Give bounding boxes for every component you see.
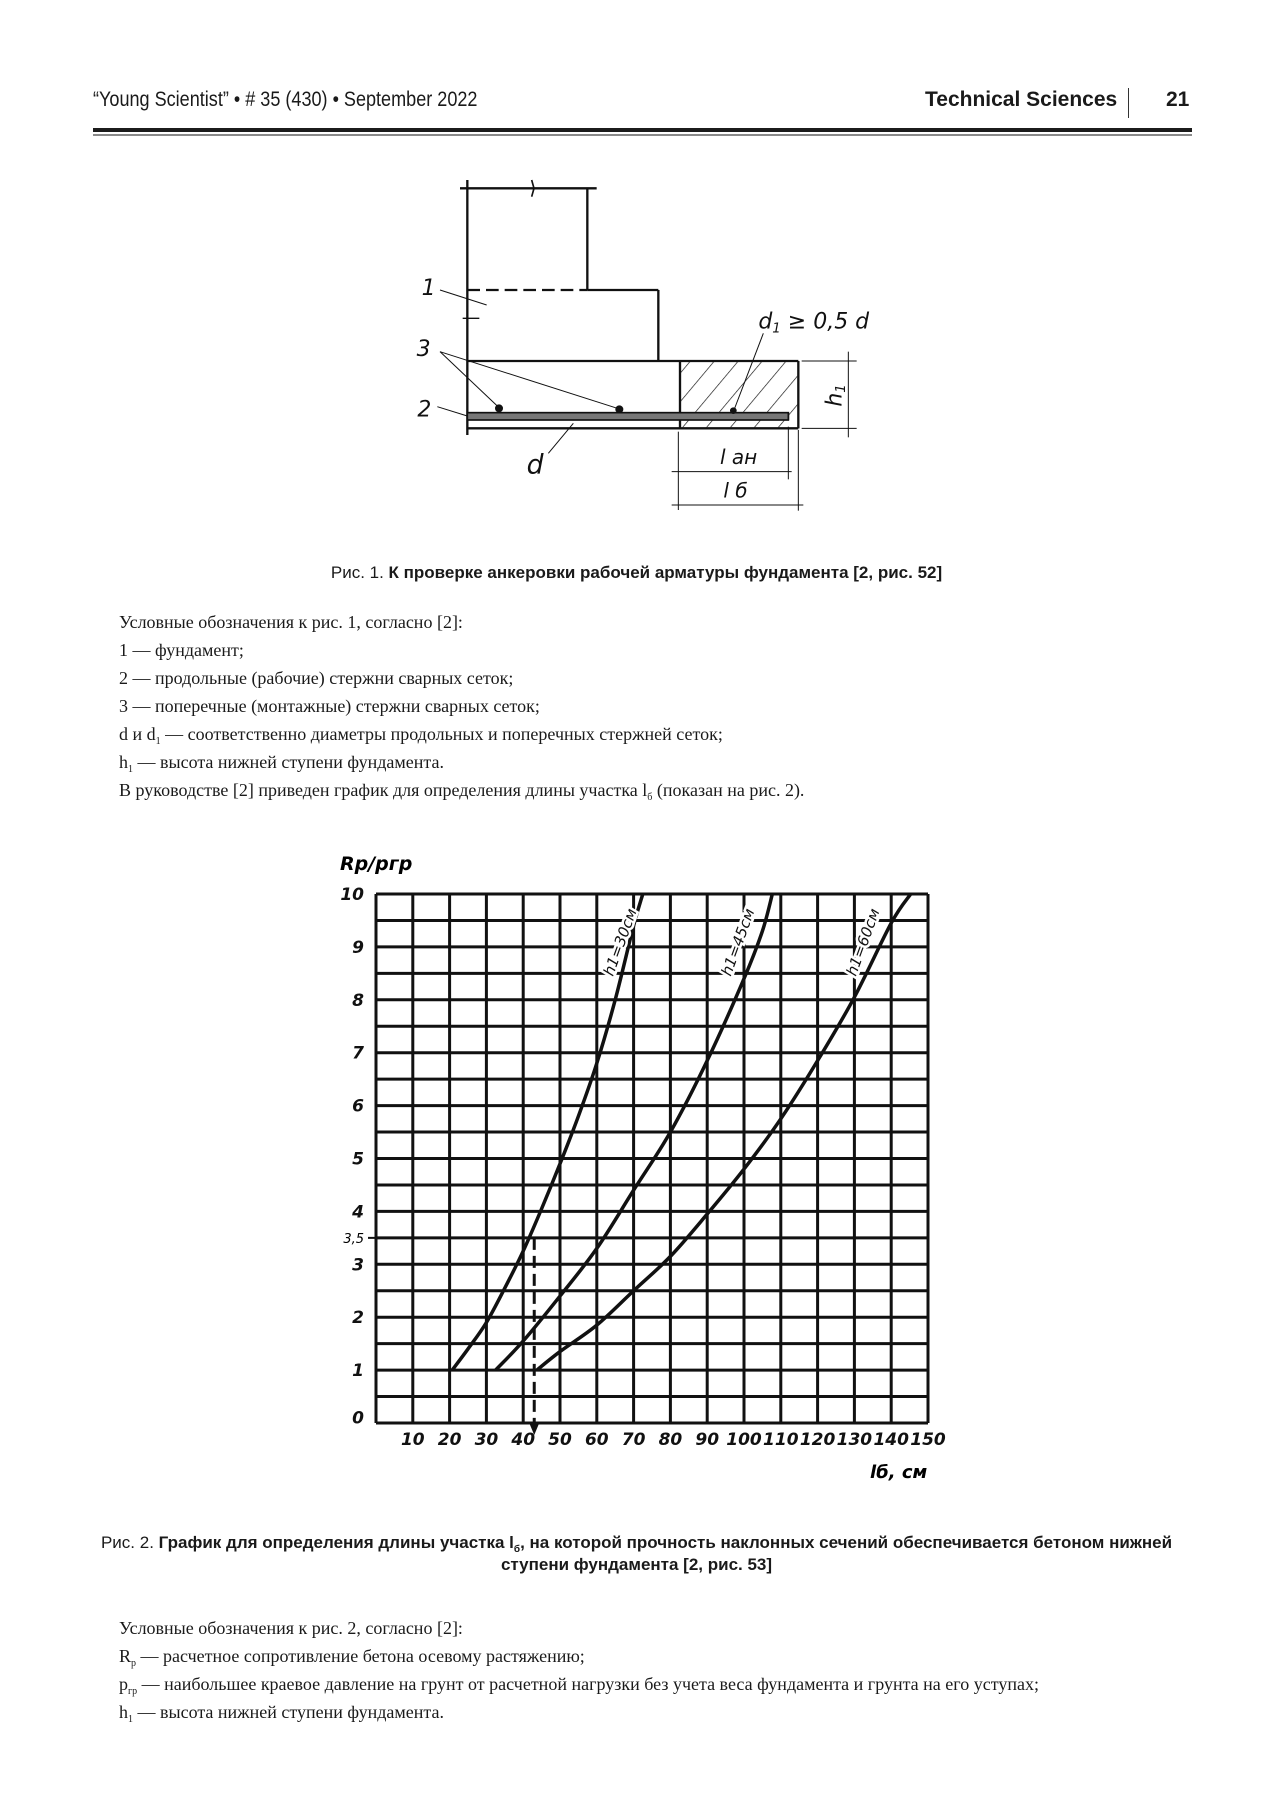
legend2-item: $h_1$ — высота нижней ступени фундамента. [119, 1702, 444, 1725]
y-tick-label: 10 [340, 885, 364, 905]
x-axis-label: lб, см [870, 1462, 928, 1483]
label-3: 3 [416, 337, 431, 362]
section-title: Technical Sciences [925, 88, 1118, 111]
header-rule-thick [93, 128, 1192, 132]
figure2-chart [300, 840, 980, 1490]
series-label: h1=30см [599, 906, 641, 979]
label-1: 1 [421, 276, 436, 301]
x-tick-label: 30 [474, 1430, 499, 1450]
label-d1: d1 ≥ 0,5 d [758, 309, 870, 337]
series-label: h1=45см [717, 906, 759, 979]
x-tick-label: 130 [836, 1430, 873, 1450]
figure1-caption [60, 563, 1213, 583]
series-label: h1=60см [842, 906, 884, 979]
y-tick-label: 5 [352, 1149, 364, 1170]
legend1-intro: Условные обозначения к рис. 1, согласно [2]: [119, 612, 463, 632]
y-tick-label: 6 [352, 1096, 364, 1117]
x-tick-label: 90 [695, 1430, 720, 1450]
y-tick-label: 2 [352, 1308, 364, 1329]
legend1-item: $h_1$ — высота нижней ступени фундамента. [119, 752, 444, 775]
x-tick-label: 20 [437, 1430, 462, 1450]
y-tick-label: 1 [352, 1361, 364, 1382]
x-tick-label: 80 [658, 1430, 683, 1450]
y-tick-label: 7 [352, 1043, 364, 1064]
y-tick-label: 4 [352, 1202, 364, 1223]
x-tick-label: 110 [763, 1430, 799, 1450]
x-tick-label: 120 [799, 1430, 836, 1450]
figure1-foundation-drawing [380, 160, 880, 520]
x-tick-label: 10 [400, 1430, 425, 1450]
x-tick-label: 150 [910, 1430, 946, 1450]
header-rule-thin [93, 134, 1192, 136]
legend1-item: 2 — продольные (рабочие) стержни сварных сеток; [119, 668, 514, 688]
legend2-item: $p_{гр}$ — наибольшее краевое давление на грунт от расчетной нагрузки без учета веса фундамента и грунта на его уступах; [119, 1674, 1039, 1697]
legend1-note: В руководстве [2] приведен график для определения длины участка $l_б$ (показан на рис. 2). [119, 780, 805, 803]
caption-prefix: Рис. 1. [330, 563, 389, 582]
cross-bar-dot [615, 405, 623, 413]
y-tick-label: 9 [352, 937, 364, 958]
x-tick-label: 100 [726, 1430, 762, 1450]
label-2: 2 [417, 397, 432, 423]
x-tick-label: 60 [584, 1430, 609, 1450]
label-h1: h1 [822, 384, 849, 407]
x-tick-label: 40 [511, 1430, 536, 1450]
legend2-item: $R_р$ — расчетное сопротивление бетона осевому растяжению; [119, 1646, 585, 1669]
legend1-item: 3 — поперечные (монтажные) стержни сварных сеток; [119, 696, 540, 716]
page-number: 21 [1166, 88, 1190, 111]
legend2-intro: Условные обозначения к рис. 2, согласно [2]: [119, 1618, 463, 1638]
figure2-caption [60, 1533, 1213, 1575]
cross-bar-dot [730, 407, 737, 414]
chart-annotation [343, 1232, 539, 1435]
caption-title: К проверке анкеровки рабочей арматуры фундамента [2, рис. 52] [388, 563, 943, 582]
label-l-b: l б [723, 478, 748, 503]
journal-running-head: “Young Scientist” • # 35 (430) • September 2022 [93, 88, 478, 111]
y-tick-label: 0 [352, 1408, 364, 1429]
label-d: d [526, 449, 544, 481]
y-axis-label: Rp/pгр [340, 853, 413, 875]
legend1-item: d и $d_1$ — соответственно диаметры продольных и поперечных стержней сеток; [119, 724, 723, 747]
x-tick-label: 140 [873, 1430, 909, 1450]
legend1-item: 1 — фундамент; [119, 640, 244, 660]
y-tick-label: 8 [352, 990, 364, 1011]
x-tick-label: 50 [548, 1430, 572, 1450]
x-tick-label: 70 [621, 1430, 646, 1450]
label-l-an: l ан [720, 445, 758, 469]
caption-prefix: Рис. 2. [100, 1533, 159, 1552]
header-separator [1128, 88, 1129, 118]
y-tick-label: 3 [352, 1255, 364, 1276]
rebar-mesh [467, 413, 788, 420]
caption-title: График для определения длины участка $l_б$, на которой прочность наклонных сечений обеспечивается бетоном нижней ступени фундамента [2, рис. 53] [158, 1533, 1173, 1574]
annotation-label: 3,5 [343, 1231, 364, 1247]
